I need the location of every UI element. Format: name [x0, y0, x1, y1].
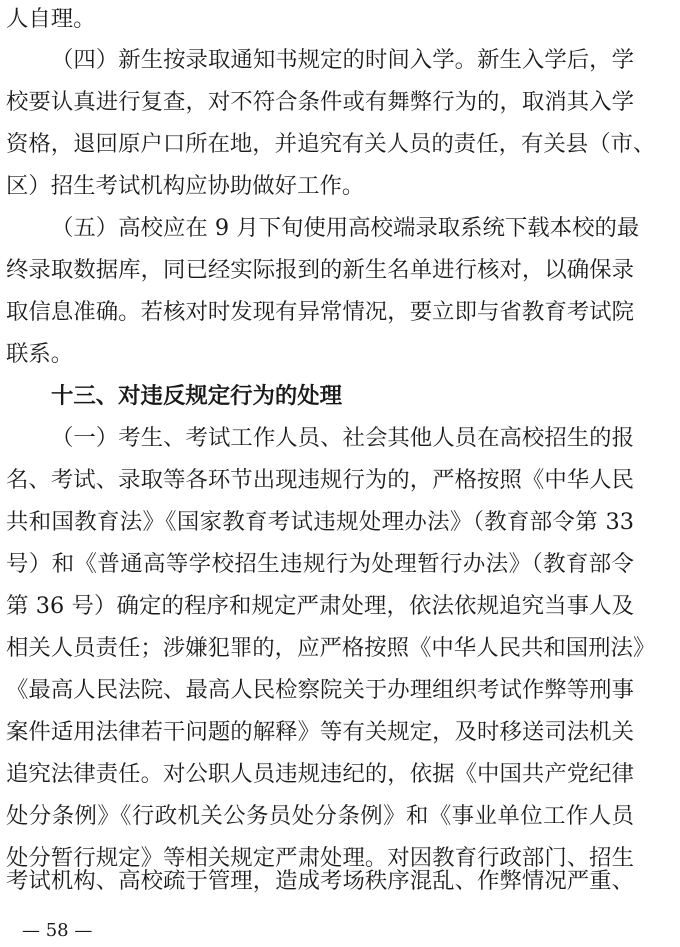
text-line: （四）新生按录取通知书规定的时间入学。新生入学后，学 [51, 47, 634, 73]
text-line: 考试机构、高校疏于管理，造成考场秩序混乱、作弊情况严重、 [6, 868, 634, 894]
text-line: 校要认真进行复查，对不符合条件或有舞弊行为的，取消其入学 [6, 89, 634, 115]
text-line: 联系。 [6, 341, 74, 367]
text-line: 终录取数据库，同已经实际报到的新生名单进行核对，以确保录 [6, 257, 634, 283]
text-line: 处分暂行规定》等相关规定严肃处理。对因教育行政部门、招生 [6, 845, 634, 871]
text-line: 案件适用法律若干问题的解释》等有关规定，及时移送司法机关 [6, 719, 634, 745]
page-number: — 58 — [22, 920, 93, 941]
text-line: 名、考试、录取等各环节出现违规行为的，严格按照《中华人民 [6, 467, 634, 493]
text-line: 《最高人民法院、最高人民检察院关于办理组织考试作弊等刑事 [6, 677, 634, 703]
text-line: 人自理。 [6, 6, 96, 32]
section-heading: 十三、对违反规定行为的处理 [51, 383, 343, 409]
text-line: 处分条例》《行政机关公务员处分条例》和《事业单位工作人员 [6, 803, 634, 829]
text-line: 区）招生考试机构应协助做好工作。 [6, 173, 365, 199]
text-line: 取信息准确。若核对时发现有异常情况，要立即与省教育考试院 [6, 299, 634, 325]
text-line: 第 36 号）确定的程序和规定严肃处理，依法依规追究当事人及 [6, 593, 634, 619]
text-line: 号）和《普通高等学校招生违规行为处理暂行办法》（教育部令 [6, 551, 634, 577]
text-line: （五）高校应在 9 月下旬使用高校端录取系统下载本校的最 [51, 215, 640, 241]
text-line: 资格，退回原户口所在地，并追究有关人员的责任，有关县（市、 [6, 131, 656, 157]
text-line: 共和国教育法》《国家教育考试违规处理办法》（教育部令第 33 [6, 509, 634, 535]
text-line: 相关人员责任；涉嫌犯罪的，应严格按照《中华人民共和国刑法》 [6, 635, 656, 661]
text-line: （一）考生、考试工作人员、社会其他人员在高校招生的报 [51, 425, 634, 451]
text-line: 追究法律责任。对公职人员违规违纪的，依据《中国共产党纪律 [6, 761, 634, 787]
